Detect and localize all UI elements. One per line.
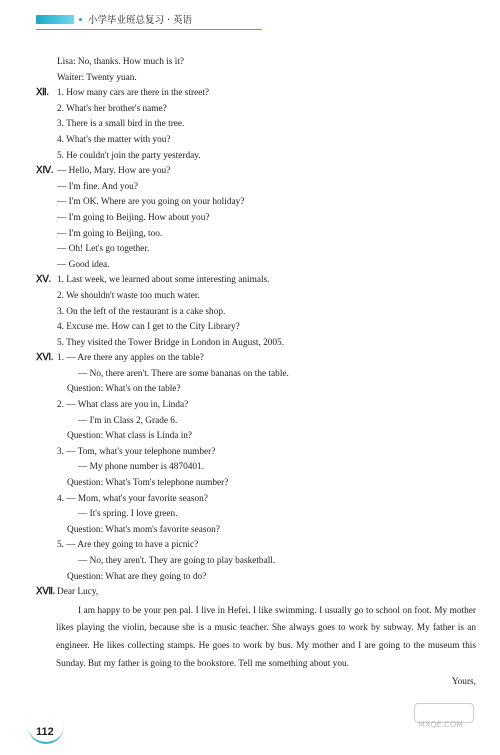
answer-text: — I'm going to Beijing. How about you? [57,212,210,223]
header-color-bar [36,15,74,24]
answer-line [36,227,476,243]
answer-text: — No, there aren't. There are some bananas on the table. [78,368,289,379]
answer-text: 2. What's her brother's name? [57,103,167,114]
answer-text: Question: What's Tom's telephone number? [67,478,229,489]
header-bullet-icon [79,18,82,21]
answer-line [36,211,476,227]
answer-line [36,102,476,118]
letter-body [36,603,476,673]
answer-text: Question: What's on the table? [67,384,181,395]
answer-text: — I'm fine. And you? [57,181,138,192]
answer-text: — It's spring. I love green. [78,509,178,520]
answer-line [36,492,476,508]
answer-line [36,242,476,258]
answer-text: — Oh! Let's go together. [57,244,150,255]
answer-text: 1. Last week, we learned about some interesting animals. [57,275,270,286]
answer-line [36,460,476,476]
answer-line [36,149,476,165]
header-title: 小学毕业班总复习 · 英语 [88,15,193,26]
answer-text: 3. — Tom, what's your telephone number? [57,446,216,457]
section-number: Ⅻ. [36,88,49,99]
answer-text: 4. Excuse me. How can I get to the City Library? [57,322,240,333]
page-number: 112 [36,726,54,738]
answer-line [36,429,476,445]
answer-content [36,55,476,691]
letter-paragraph: I am happy to be your pen pal. I live in Hefei. I like swimming. I usually go to school on foot. My mother likes playing the violin, because she is a music teacher. She always goes to work by subway. My father is an engineer. He likes collecting stamps. He goes to work by bus. My mother and I are going to the museum this Sunday. But my father is going to the bookstore. Tell me something about you. [56,605,476,669]
answer-line [36,351,476,367]
answer-line [36,133,476,149]
answer-line [36,554,476,570]
section-number: ⅩⅦ. [36,587,56,598]
answer-text: 2. We shouldn't waste too much water. [57,290,200,301]
answer-text: 5. — Are they going to have a picnic? [57,540,199,551]
page-header [0,10,500,32]
answer-line [36,507,476,523]
answer-text: 1. — Are there any apples on the table? [57,353,204,364]
section-number: ⅩⅤ. [36,275,52,286]
answer-line [36,86,476,102]
answer-line [36,258,476,274]
answer-text: — I'm OK. Where are you going on your holiday? [57,197,245,208]
header-rule [36,29,262,30]
watermark-text: MXQE.COM [418,720,464,729]
answer-text: — Good idea. [57,259,110,270]
answer-text: 3. There is a small bird in the tree. [57,119,185,130]
answer-text: 2. — What class are you in, Linda? [57,400,189,411]
answer-line [36,305,476,321]
answer-line [36,476,476,492]
answer-text: 4. — Mom, what's your favorite season? [57,493,208,504]
answer-line [36,320,476,336]
answer-line [36,180,476,196]
answer-line [36,382,476,398]
answer-line [36,117,476,133]
answer-text: — I'm in Class 2, Grade 6. [78,415,178,426]
answer-line [36,71,476,87]
answer-line [36,570,476,586]
answer-line [36,398,476,414]
answer-text: — Hello, Mary. How are you? [57,166,171,177]
answer-text: Dear Lucy, [57,587,99,598]
answer-line [36,523,476,539]
answer-text: Question: What class is Linda in? [67,431,193,442]
answer-line [36,445,476,461]
answer-line [36,585,476,601]
section-number: ⅩⅣ. [36,166,54,177]
answer-line [36,55,476,71]
answer-text: — My phone number is 4870401. [78,462,205,473]
answer-text: 4. What's the matter with you? [57,134,171,145]
answer-text: Question: What are they going to do? [67,571,207,582]
answer-text: 5. He couldn't join the party yesterday. [57,150,201,161]
answer-text: 1. How many cars are there in the street? [57,88,210,99]
answer-line [36,414,476,430]
answer-line [36,538,476,554]
page-footer [28,722,68,744]
answer-line [36,289,476,305]
answer-text: 5. They visited the Tower Bridge in London in August, 2005. [57,337,285,348]
answer-text: Question: What's mom's favorite season? [67,524,220,535]
answer-line [36,336,476,352]
answer-text: 3. On the left of the restaurant is a cake shop. [57,306,226,317]
answer-text: Waiter: Twenty yuan. [57,72,137,83]
answer-line [36,367,476,383]
answer-line [36,273,476,289]
answer-text: — I'm going to Beijing, too. [57,228,163,239]
letter-closing: Yours, [451,677,476,688]
section-number: ⅩⅥ. [36,353,54,364]
answer-line [36,164,476,180]
answer-text: — No, they aren't. They are going to play basketball. [78,556,276,566]
answer-line [36,195,476,211]
answer-text: Lisa: No, thanks. How much is it? [57,57,185,67]
